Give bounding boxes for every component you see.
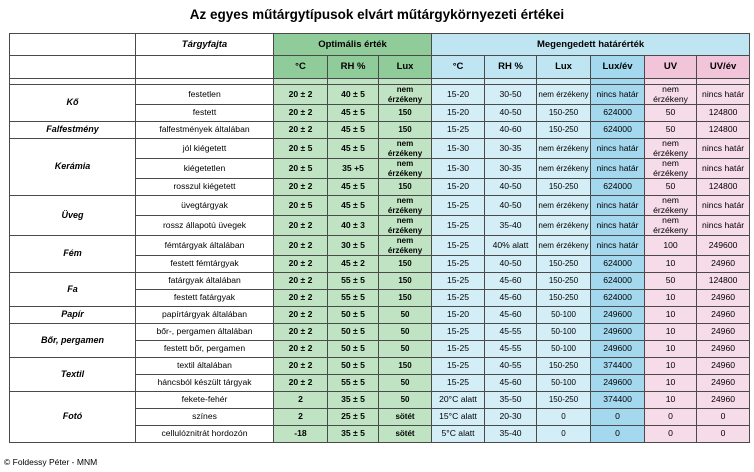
- allowed-lux-cell: 150-250: [537, 122, 591, 139]
- allowed-temp-cell: 15-25: [432, 273, 485, 290]
- allowed-lux-cell: 0: [537, 426, 591, 443]
- allowed-uv-cell: 10: [645, 341, 697, 358]
- type-group-cell: Papír: [10, 307, 136, 324]
- allowed-luxev-cell: 624000: [591, 105, 645, 122]
- allowed-temp-cell: 15-20: [432, 85, 485, 105]
- optimal-lux-cell: 150: [379, 273, 432, 290]
- optimal-rh-cell: 50 ± 5: [328, 307, 379, 324]
- optimal-rh-cell: 50 ± 5: [328, 341, 379, 358]
- allowed-temp-cell: 15-25: [432, 122, 485, 139]
- subtype-cell: festett fatárgyak: [136, 290, 274, 307]
- allowed-uvev-cell: 24960: [697, 307, 750, 324]
- subtype-cell: színes: [136, 409, 274, 426]
- optimal-lux-cell: 150: [379, 105, 432, 122]
- allowed-uv-cell: nem érzékeny: [645, 216, 697, 236]
- allowed-luxev-header: Lux/év: [591, 56, 645, 79]
- allowed-uvev-cell: 124800: [697, 105, 750, 122]
- allowed-temp-cell: 15°C alatt: [432, 409, 485, 426]
- allowed-luxev-cell: 624000: [591, 179, 645, 196]
- subtype-cell: festett fémtárgyak: [136, 256, 274, 273]
- allowed-luxev-cell: nincs határ: [591, 196, 645, 216]
- allowed-lux-cell: 50-100: [537, 307, 591, 324]
- optimal-rh-cell: 50 ± 5: [328, 358, 379, 375]
- optimal-temp-cell: 20 ± 2: [274, 341, 328, 358]
- allowed-luxev-cell: 624000: [591, 256, 645, 273]
- allowed-temp-cell: 5°C alatt: [432, 426, 485, 443]
- optimal-temp-cell: 2: [274, 392, 328, 409]
- optimal-lux-cell: nem érzékeny: [379, 196, 432, 216]
- table-row: [10, 236, 750, 256]
- allowed-lux-cell: nem érzékeny: [537, 139, 591, 159]
- optimal-lux-cell: 50: [379, 375, 432, 392]
- allowed-lux-header: Lux: [537, 56, 591, 79]
- allowed-uv-cell: 50: [645, 122, 697, 139]
- allowed-luxev-cell: 249600: [591, 324, 645, 341]
- allowed-rh-cell: 45-60: [485, 307, 537, 324]
- allowed-lux-cell: nem érzékeny: [537, 216, 591, 236]
- allowed-luxev-cell: 624000: [591, 290, 645, 307]
- allowed-temp-header: °C: [432, 56, 485, 79]
- optimal-rh-cell: 35 ± 5: [328, 426, 379, 443]
- optimal-lux-cell: 50: [379, 341, 432, 358]
- optimal-temp-cell: 20 ± 2: [274, 122, 328, 139]
- optimal-temp-cell: 20 ± 2: [274, 179, 328, 196]
- optimal-lux-cell: sötét: [379, 426, 432, 443]
- optimal-rh-cell: 30 ± 5: [328, 236, 379, 256]
- allowed-rh-cell: 45-60: [485, 290, 537, 307]
- optimal-lux-cell: 50: [379, 392, 432, 409]
- table-body: [10, 85, 750, 443]
- subtype-cell: festett: [136, 105, 274, 122]
- allowed-rh-cell: 40-60: [485, 122, 537, 139]
- allowed-group-header: Megengedett határérték: [432, 34, 750, 56]
- allowed-uv-cell: 10: [645, 307, 697, 324]
- optimal-rh-cell: 45 ± 5: [328, 179, 379, 196]
- allowed-luxev-cell: nincs határ: [591, 236, 645, 256]
- allowed-rh-cell: 45-55: [485, 324, 537, 341]
- allowed-rh-cell: 35-40: [485, 426, 537, 443]
- allowed-lux-cell: nem érzékeny: [537, 196, 591, 216]
- subtype-cell: festett bőr, pergamen: [136, 341, 274, 358]
- allowed-temp-cell: 15-25: [432, 375, 485, 392]
- optimal-group-header: Optimális érték: [274, 34, 432, 56]
- optimal-temp-cell: 20 ± 2: [274, 236, 328, 256]
- optimal-temp-cell: -18: [274, 426, 328, 443]
- allowed-rh-cell: 30-50: [485, 85, 537, 105]
- optimal-rh-cell: 35 +5: [328, 159, 379, 179]
- type-group-cell: Kő: [10, 85, 136, 122]
- optimal-lux-cell: nem érzékeny: [379, 85, 432, 105]
- allowed-uv-cell: 50: [645, 273, 697, 290]
- allowed-uvev-cell: 24960: [697, 392, 750, 409]
- subtype-cell: festetlen: [136, 85, 274, 105]
- allowed-uvev-cell: 0: [697, 426, 750, 443]
- allowed-rh-cell: 40-55: [485, 358, 537, 375]
- allowed-lux-cell: 150-250: [537, 290, 591, 307]
- allowed-lux-cell: 50-100: [537, 341, 591, 358]
- allowed-uvev-cell: 24960: [697, 375, 750, 392]
- allowed-temp-cell: 15-20: [432, 179, 485, 196]
- optimal-temp-cell: 20 ± 2: [274, 256, 328, 273]
- optimal-temp-cell: 20 ± 5: [274, 196, 328, 216]
- page-title: Az egyes műtárgytípusok elvárt műtárgykörnyezeti értékei: [189, 7, 565, 22]
- allowed-luxev-cell: 624000: [591, 273, 645, 290]
- allowed-uv-cell: 50: [645, 179, 697, 196]
- header-empty-cell: [136, 56, 274, 79]
- optimal-rh-cell: 45 ± 5: [328, 196, 379, 216]
- subtype-cell: háncsból készült tárgyak: [136, 375, 274, 392]
- allowed-rh-cell: 40-50: [485, 256, 537, 273]
- optimal-rh-cell: 50 ± 5: [328, 324, 379, 341]
- allowed-uv-cell: 100: [645, 236, 697, 256]
- allowed-luxev-cell: nincs határ: [591, 139, 645, 159]
- table-row: [10, 392, 750, 409]
- subtype-cell: rosszul kiégetett: [136, 179, 274, 196]
- optimal-rh-header: RH %: [328, 56, 379, 79]
- allowed-uv-cell: nem érzékeny: [645, 139, 697, 159]
- allowed-rh-cell: 40-50: [485, 179, 537, 196]
- allowed-uv-header: UV: [645, 56, 697, 79]
- allowed-luxev-cell: 249600: [591, 341, 645, 358]
- optimal-lux-cell: sötét: [379, 409, 432, 426]
- allowed-uvev-cell: nincs határ: [697, 139, 750, 159]
- optimal-temp-cell: 20 ± 5: [274, 159, 328, 179]
- allowed-luxev-cell: 0: [591, 409, 645, 426]
- optimal-temp-cell: 20 ± 2: [274, 273, 328, 290]
- optimal-temp-cell: 20 ± 2: [274, 105, 328, 122]
- allowed-temp-cell: 15-25: [432, 216, 485, 236]
- allowed-uvev-cell: 24960: [697, 358, 750, 375]
- table-row: [10, 307, 750, 324]
- optimal-temp-cell: 20 ± 2: [274, 290, 328, 307]
- allowed-uvev-cell: 249600: [697, 236, 750, 256]
- allowed-uvev-cell: 124800: [697, 122, 750, 139]
- allowed-lux-cell: 150-250: [537, 256, 591, 273]
- optimal-rh-cell: 40 ± 3: [328, 216, 379, 236]
- type-group-cell: Textil: [10, 358, 136, 392]
- optimal-temp-cell: 20 ± 2: [274, 216, 328, 236]
- allowed-luxev-cell: 374400: [591, 358, 645, 375]
- allowed-uv-cell: nem érzékeny: [645, 159, 697, 179]
- allowed-lux-cell: 150-250: [537, 179, 591, 196]
- allowed-uvev-cell: nincs határ: [697, 85, 750, 105]
- allowed-uvev-cell: 124800: [697, 273, 750, 290]
- optimal-lux-cell: 50: [379, 307, 432, 324]
- allowed-uvev-cell: 0: [697, 409, 750, 426]
- subtype-cell: kiégetetlen: [136, 159, 274, 179]
- allowed-luxev-cell: 624000: [591, 122, 645, 139]
- allowed-lux-cell: 50-100: [537, 324, 591, 341]
- subtype-cell: textil általában: [136, 358, 274, 375]
- allowed-rh-cell: 45-55: [485, 341, 537, 358]
- allowed-temp-cell: 15-20: [432, 307, 485, 324]
- allowed-lux-cell: 150-250: [537, 358, 591, 375]
- table-row: [10, 358, 750, 375]
- allowed-lux-cell: 150-250: [537, 273, 591, 290]
- allowed-rh-cell: 30-35: [485, 159, 537, 179]
- allowed-temp-cell: 20°C alatt: [432, 392, 485, 409]
- subtype-cell: bőr-, pergamen általában: [136, 324, 274, 341]
- optimal-temp-cell: 20 ± 5: [274, 139, 328, 159]
- allowed-luxev-cell: 249600: [591, 375, 645, 392]
- allowed-rh-header: RH %: [485, 56, 537, 79]
- allowed-uv-cell: nem érzékeny: [645, 85, 697, 105]
- allowed-lux-cell: nem érzékeny: [537, 85, 591, 105]
- type-group-cell: Fotó: [10, 392, 136, 443]
- allowed-temp-cell: 15-30: [432, 159, 485, 179]
- allowed-rh-cell: 20-30: [485, 409, 537, 426]
- type-group-cell: Fa: [10, 273, 136, 307]
- optimal-rh-cell: 25 ± 5: [328, 409, 379, 426]
- allowed-uvev-cell: 24960: [697, 256, 750, 273]
- allowed-temp-cell: 15-25: [432, 256, 485, 273]
- allowed-uv-cell: nem érzékeny: [645, 196, 697, 216]
- optimal-rh-cell: 55 ± 5: [328, 290, 379, 307]
- type-group-cell: Bőr, pergamen: [10, 324, 136, 358]
- optimal-temp-header: °C: [274, 56, 328, 79]
- allowed-rh-cell: 40-50: [485, 105, 537, 122]
- allowed-uvev-cell: 24960: [697, 324, 750, 341]
- subtype-cell: falfestmények általában: [136, 122, 274, 139]
- header-empty-cell: [10, 34, 136, 56]
- allowed-luxev-cell: 374400: [591, 392, 645, 409]
- allowed-uv-cell: 10: [645, 375, 697, 392]
- optimal-temp-cell: 20 ± 2: [274, 307, 328, 324]
- subtype-cell: cellulóznitrát hordozón: [136, 426, 274, 443]
- allowed-rh-cell: 35-50: [485, 392, 537, 409]
- allowed-uv-cell: 0: [645, 426, 697, 443]
- allowed-rh-cell: 40-50: [485, 196, 537, 216]
- subtype-cell: fémtárgyak általában: [136, 236, 274, 256]
- allowed-uv-cell: 10: [645, 256, 697, 273]
- allowed-uv-cell: 10: [645, 324, 697, 341]
- table-row: [10, 122, 750, 139]
- allowed-temp-cell: 15-25: [432, 290, 485, 307]
- optimal-rh-cell: 45 ± 5: [328, 105, 379, 122]
- type-group-cell: Üveg: [10, 196, 136, 236]
- allowed-luxev-cell: nincs határ: [591, 159, 645, 179]
- allowed-uv-cell: 10: [645, 392, 697, 409]
- allowed-temp-cell: 15-25: [432, 236, 485, 256]
- allowed-temp-cell: 15-25: [432, 196, 485, 216]
- allowed-uvev-cell: 124800: [697, 179, 750, 196]
- type-group-cell: Fém: [10, 236, 136, 273]
- table-row: [10, 324, 750, 341]
- optimal-rh-cell: 55 ± 5: [328, 375, 379, 392]
- optimal-lux-cell: 150: [379, 358, 432, 375]
- optimal-lux-cell: 150: [379, 290, 432, 307]
- allowed-temp-cell: 15-25: [432, 358, 485, 375]
- allowed-luxev-cell: nincs határ: [591, 85, 645, 105]
- allowed-lux-cell: 150-250: [537, 105, 591, 122]
- optimal-lux-cell: 150: [379, 256, 432, 273]
- subtype-cell: üvegtárgyak: [136, 196, 274, 216]
- optimal-lux-header: Lux: [379, 56, 432, 79]
- optimal-rh-cell: 40 ± 5: [328, 85, 379, 105]
- allowed-luxev-cell: 0: [591, 426, 645, 443]
- optimal-temp-cell: 20 ± 2: [274, 85, 328, 105]
- type-group-cell: Kerámia: [10, 139, 136, 196]
- allowed-lux-cell: nem érzékeny: [537, 159, 591, 179]
- allowed-temp-cell: 15-25: [432, 324, 485, 341]
- subtype-cell: fekete-fehér: [136, 392, 274, 409]
- allowed-uv-cell: 10: [645, 290, 697, 307]
- optimal-lux-cell: 50: [379, 324, 432, 341]
- allowed-lux-cell: 50-100: [537, 375, 591, 392]
- optimal-lux-cell: 150: [379, 179, 432, 196]
- header-empty-cell: [10, 56, 136, 79]
- allowed-temp-cell: 15-25: [432, 341, 485, 358]
- optimal-temp-cell: 20 ± 2: [274, 375, 328, 392]
- optimal-lux-cell: nem érzékeny: [379, 216, 432, 236]
- optimal-rh-cell: 35 ± 5: [328, 392, 379, 409]
- optimal-lux-cell: nem érzékeny: [379, 159, 432, 179]
- allowed-temp-cell: 15-20: [432, 105, 485, 122]
- optimal-temp-cell: 20 ± 2: [274, 324, 328, 341]
- table-row: [10, 196, 750, 216]
- allowed-temp-cell: 15-30: [432, 139, 485, 159]
- subtype-cell: papírtárgyak általában: [136, 307, 274, 324]
- optimal-rh-cell: 45 ± 5: [328, 122, 379, 139]
- optimal-rh-cell: 45 ± 2: [328, 256, 379, 273]
- allowed-rh-cell: 35-40: [485, 216, 537, 236]
- allowed-uv-cell: 0: [645, 409, 697, 426]
- optimal-rh-cell: 45 ± 5: [328, 139, 379, 159]
- allowed-rh-cell: 45-60: [485, 273, 537, 290]
- subtype-cell: fatárgyak általában: [136, 273, 274, 290]
- environment-values-table: [9, 33, 750, 443]
- subtype-cell: jól kiégetett: [136, 139, 274, 159]
- allowed-lux-cell: nem érzékeny: [537, 236, 591, 256]
- credit-text: © Foldessy Péter - MNM: [4, 457, 98, 467]
- allowed-rh-cell: 45-60: [485, 375, 537, 392]
- allowed-uvev-cell: nincs határ: [697, 216, 750, 236]
- allowed-uvev-cell: nincs határ: [697, 159, 750, 179]
- optimal-temp-cell: 20 ± 2: [274, 358, 328, 375]
- allowed-uv-cell: 50: [645, 105, 697, 122]
- allowed-uvev-cell: 24960: [697, 290, 750, 307]
- subtype-cell: rossz állapotú üvegek: [136, 216, 274, 236]
- allowed-uvev-header: UV/év: [697, 56, 750, 79]
- table-row: [10, 85, 750, 105]
- allowed-uvev-cell: nincs határ: [697, 196, 750, 216]
- optimal-temp-cell: 2: [274, 409, 328, 426]
- optimal-rh-cell: 55 ± 5: [328, 273, 379, 290]
- optimal-lux-cell: nem érzékeny: [379, 139, 432, 159]
- allowed-uvev-cell: 24960: [697, 341, 750, 358]
- allowed-luxev-cell: nincs határ: [591, 216, 645, 236]
- type-column-header: Tárgyfajta: [136, 34, 274, 56]
- optimal-lux-cell: nem érzékeny: [379, 236, 432, 256]
- allowed-rh-cell: 40% alatt: [485, 236, 537, 256]
- optimal-lux-cell: 150: [379, 122, 432, 139]
- table-row: [10, 139, 750, 159]
- allowed-lux-cell: 0: [537, 409, 591, 426]
- allowed-uv-cell: 10: [645, 358, 697, 375]
- allowed-luxev-cell: 249600: [591, 307, 645, 324]
- table-row: [10, 273, 750, 290]
- allowed-rh-cell: 30-35: [485, 139, 537, 159]
- allowed-lux-cell: 150-250: [537, 392, 591, 409]
- type-group-cell: Falfestmény: [10, 122, 136, 139]
